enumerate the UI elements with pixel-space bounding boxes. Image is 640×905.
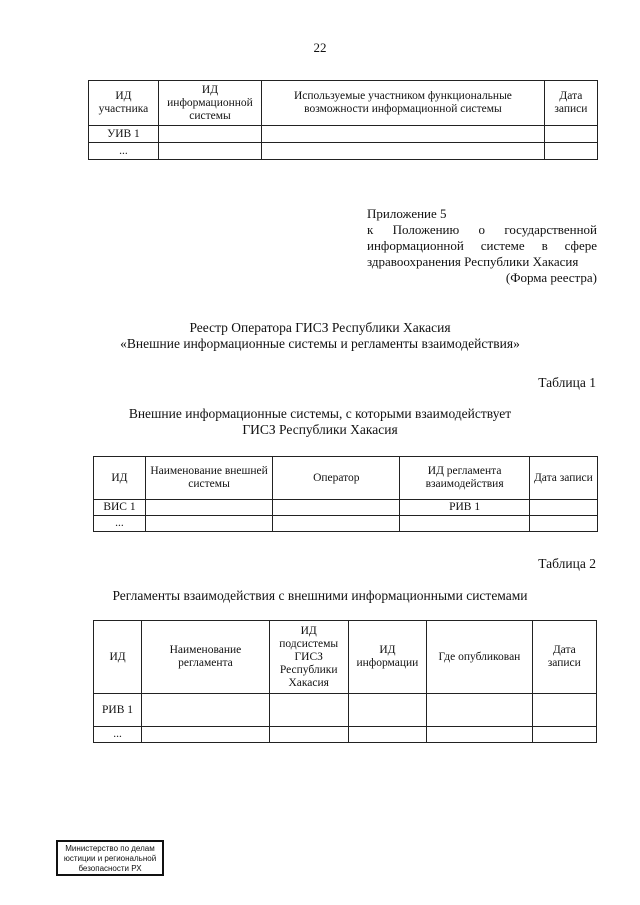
table-cell xyxy=(158,143,261,160)
table-cell xyxy=(142,727,270,743)
table-cell xyxy=(262,143,545,160)
table-row xyxy=(94,500,598,516)
appendix-block xyxy=(367,206,597,286)
table-cell: ... xyxy=(94,516,146,532)
table-cell xyxy=(145,500,272,516)
table-cell xyxy=(273,500,400,516)
table-cell xyxy=(158,126,261,143)
table-cell xyxy=(145,516,272,532)
table-cell xyxy=(529,500,597,516)
header-cell: ИД информации xyxy=(348,621,427,694)
table-row xyxy=(94,727,597,743)
table-cell xyxy=(269,727,348,743)
table-cell xyxy=(427,727,532,743)
table-cell xyxy=(532,694,596,727)
page-number: 22 xyxy=(313,40,327,55)
table-cell xyxy=(269,694,348,727)
table1-title-line2: ГИСЗ Республики Хакасия xyxy=(242,422,398,437)
table-row xyxy=(94,516,598,532)
header-cell: Наименование внешней системы xyxy=(145,457,272,500)
header-cell: ИД подсистемы ГИСЗ Республики Хакасия xyxy=(269,621,348,694)
table-cell xyxy=(544,126,597,143)
appendix-form-note: (Форма реестра) xyxy=(505,270,597,285)
registry-title-line1: Реестр Оператора ГИСЗ Республики Хакасия xyxy=(189,320,451,335)
appendix-line: к Положению о государственной xyxy=(367,222,597,237)
table-cell: РИВ 1 xyxy=(400,500,529,516)
header-cell: ИД информационной системы xyxy=(158,81,261,126)
table-row xyxy=(94,694,597,727)
table-cell xyxy=(532,727,596,743)
table-cell xyxy=(529,516,597,532)
table1-title-line1: Внешние информационные системы, с которыми взаимодействует xyxy=(128,406,512,421)
table-header-row xyxy=(94,621,597,694)
header-cell: Дата записи xyxy=(532,621,596,694)
header-cell: Оператор xyxy=(273,457,400,500)
header-cell: Где опубликован xyxy=(427,621,532,694)
header-cell: Дата записи xyxy=(529,457,597,500)
ministry-stamp xyxy=(56,840,164,876)
table-cell: ... xyxy=(94,727,142,743)
header-cell: ИД xyxy=(94,621,142,694)
table-cell xyxy=(142,694,270,727)
stamp-line: Министерство по делам xyxy=(65,844,155,853)
table2-label: Таблица 2 xyxy=(538,556,596,571)
table-cell: ВИС 1 xyxy=(94,500,146,516)
stamp-line: юстиции и региональной xyxy=(63,854,157,863)
appendix-title: Приложение 5 xyxy=(367,206,447,221)
table-cell xyxy=(273,516,400,532)
table-cell xyxy=(348,694,427,727)
table-row xyxy=(89,126,598,143)
external-systems-table xyxy=(93,456,598,532)
table1-label: Таблица 1 xyxy=(538,375,596,390)
appendix-line: здравоохранения Республики Хакасия xyxy=(367,254,579,269)
table-row xyxy=(89,143,598,160)
table-header-row xyxy=(89,81,598,126)
header-cell: Используемые участником функциональные возможности информационной системы xyxy=(262,81,545,126)
registry-title-line2: «Внешние информационные системы и регламенты взаимодействия» xyxy=(120,336,520,351)
table-header-row xyxy=(94,457,598,500)
header-cell: ИД регламента взаимодействия xyxy=(400,457,529,500)
table-cell: ... xyxy=(89,143,159,160)
header-cell: Дата записи xyxy=(544,81,597,126)
appendix-line: информационной системе в сфере xyxy=(367,238,597,253)
participant-table xyxy=(88,80,598,160)
stamp-line: безопасности РХ xyxy=(78,864,142,873)
table-cell xyxy=(427,694,532,727)
header-cell: Наименование регламента xyxy=(142,621,270,694)
regulations-table xyxy=(93,620,597,743)
table-cell xyxy=(348,727,427,743)
table-cell: УИВ 1 xyxy=(89,126,159,143)
header-cell: ИД xyxy=(94,457,146,500)
header-cell: ИД участника xyxy=(89,81,159,126)
table-cell xyxy=(400,516,529,532)
table-cell xyxy=(262,126,545,143)
table-cell xyxy=(544,143,597,160)
table-cell: РИВ 1 xyxy=(94,694,142,727)
table2-title: Регламенты взаимодействия с внешними информационными системами xyxy=(112,588,528,603)
